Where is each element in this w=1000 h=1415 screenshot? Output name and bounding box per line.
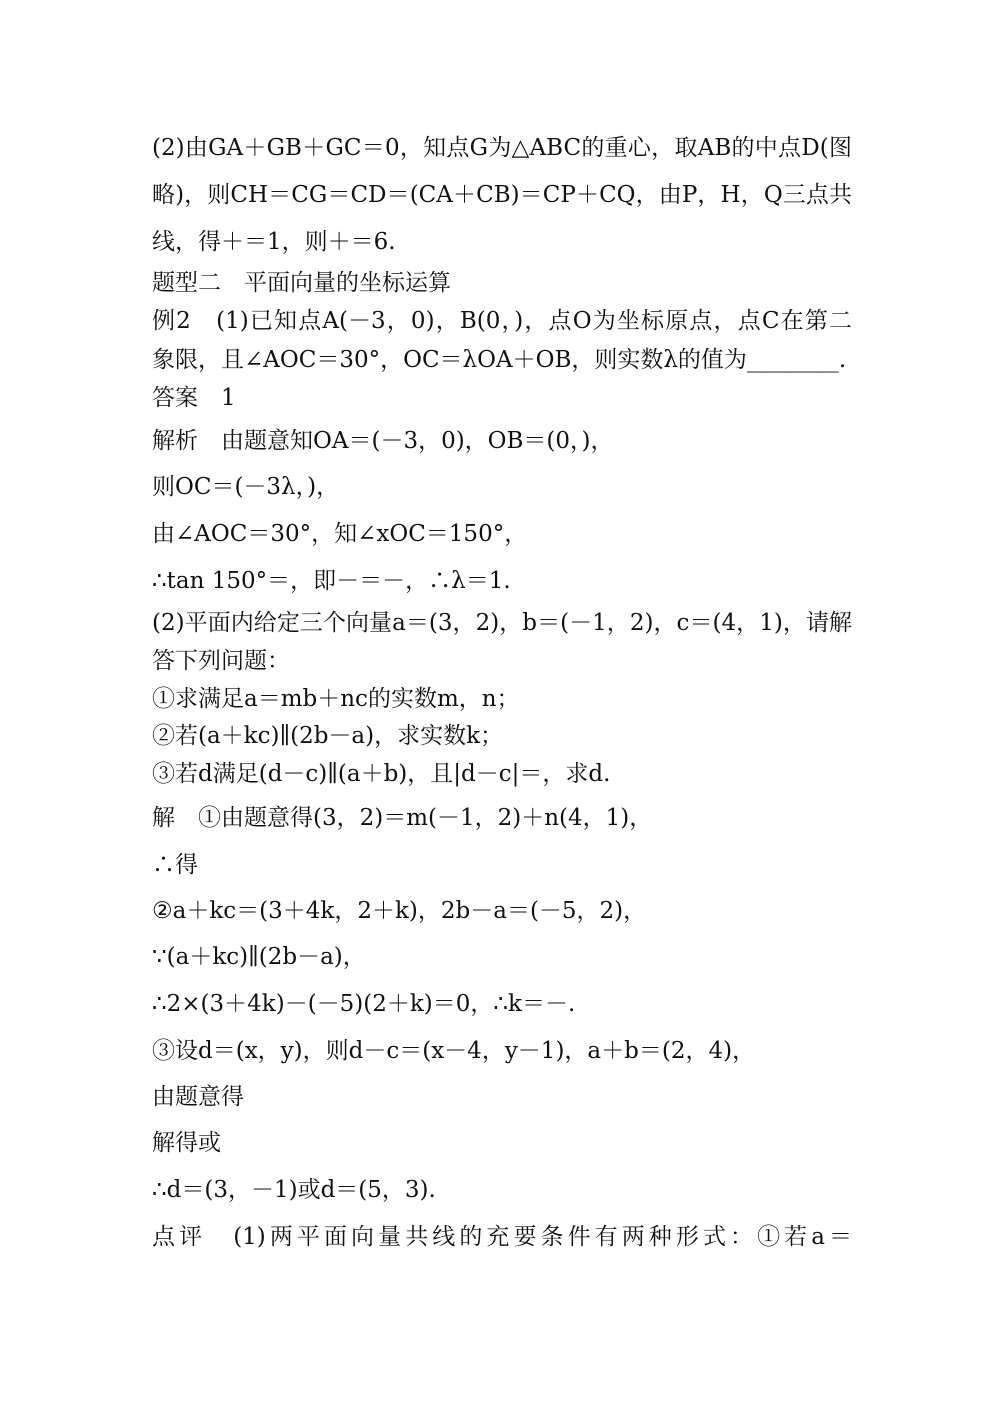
text-line: 例2 (1)已知点A(－3，0)，B(0，)，点O为坐标原点，点C在第二 [152, 308, 852, 334]
text-line: (2)由GA＋GB＋GC＝0，知点G为△ABC的重心，取AB的中点D(图 [152, 135, 852, 161]
list-item: ②若(a＋kc)∥(2b－a)，求实数k； [152, 723, 504, 749]
text-line: ∴d＝(3，－1)或d＝(5，3). [152, 1177, 436, 1203]
text-line: 解得或 [152, 1130, 221, 1156]
text-line: 由∠AOC＝30°，知∠xOC＝150°， [152, 521, 528, 547]
text-line: ②a＋kc＝(3＋4k，2＋k)，2b－a＝(－5，2)， [152, 898, 647, 924]
text-line: ∴2×(3＋4k)－(－5)(2＋k)＝0，∴k＝－. [152, 991, 576, 1017]
text-line: ∵(a＋kc)∥(2b－a)， [152, 944, 366, 970]
text-line: 象限，且∠AOC＝30°，OC＝λOA＋OB，则实数λ的值为________. [152, 347, 847, 373]
text-line: 略)，则CH＝CG＝CD＝(CA＋CB)＝CP＋CQ，由P，H，Q三点共 [152, 182, 852, 208]
text-line: ③设d＝(x，y)，则d－c＝(x－4，y－1)，a＋b＝(2，4)， [152, 1038, 756, 1064]
text-line: 解析 由题意知OA＝(－3，0)，OB＝(0，)， [152, 428, 614, 454]
answer-line: 答案 1 [152, 385, 236, 411]
text-line: ∴得 [152, 852, 198, 878]
comment-line: 点评 (1)两平面向量共线的充要条件有两种形式：①若a＝ [152, 1224, 852, 1250]
list-item: ①求满足a＝mb＋nc的实数m，n； [152, 686, 520, 712]
text-line: 则OC＝(－3λ，)， [152, 474, 340, 500]
text-line: 答下列问题： [152, 648, 290, 674]
list-item: ③若d满足(d－c)∥(a＋b)，且|d－c|＝，求d. [152, 761, 611, 787]
text-line: 解 ①由题意得(3，2)＝m(－1，2)＋n(4，1)， [152, 805, 653, 831]
text-line: ∴tan 150°＝，即－＝－，∴λ＝1. [152, 568, 511, 594]
section-heading: 题型二 平面向量的坐标运算 [152, 270, 451, 296]
text-line: 由题意得 [152, 1084, 244, 1110]
text-line: (2)平面内给定三个向量a＝(3，2)，b＝(－1，2)，c＝(4，1)，请解 [152, 610, 852, 636]
text-line: 线，得＋＝1，则＋＝6. [152, 229, 396, 255]
